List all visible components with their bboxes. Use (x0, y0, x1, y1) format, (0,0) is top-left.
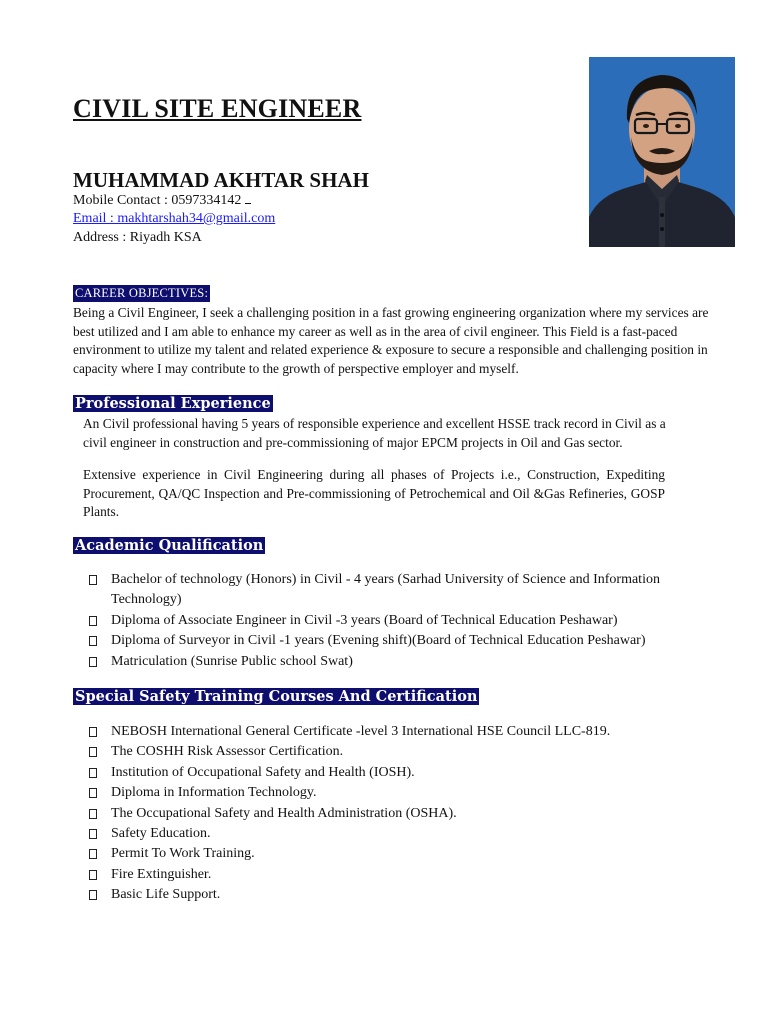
checkbox-bullet-icon (89, 890, 97, 900)
safety-training-list (89, 722, 709, 906)
professional-experience-heading: Professional Experience (75, 395, 271, 412)
address: Address : Riyadh KSA (73, 230, 202, 245)
checkbox-bullet-icon (89, 657, 97, 667)
list-item (89, 570, 709, 611)
professional-experience-paragraph-1: An Civil professional having 5 years of responsible experience and excellent HSSE track record in Civil as a civil engineer in construction and pre-commissioning of major EPCM projects in Oil and Gas sector. (83, 416, 666, 450)
candidate-name: MUHAMMAD AKHTAR SHAH (73, 168, 369, 192)
safety-training-heading: Special Safety Training Courses And Certification (75, 688, 478, 705)
list-item (89, 722, 709, 742)
list-item (89, 844, 709, 864)
list-item-text: Diploma of Associate Engineer in Civil -3 years (Board of Technical Education Peshawar) (111, 612, 618, 628)
checkbox-bullet-icon (89, 849, 97, 859)
list-item-text: The COSHH Risk Assessor Certification. (111, 744, 344, 760)
email-link[interactable]: Email : makhtarshah34@gmail.com (73, 211, 276, 226)
list-item-text: Permit To Work Training. (111, 846, 255, 862)
list-item-text: Basic Life Support. (111, 887, 221, 903)
academic-qualification-list (89, 570, 709, 672)
checkbox-bullet-icon (89, 575, 97, 585)
academic-qualification-heading: Academic Qualification (75, 537, 264, 554)
career-objectives-heading (73, 285, 210, 302)
list-item (89, 804, 709, 824)
list-item-text: The Occupational Safety and Health Administration (OSHA). (111, 805, 457, 821)
list-item (89, 631, 709, 651)
professional-experience-paragraph-2: Extensive experience in Civil Engineering during all phases of Projects i.e., Construction, Expediting Procurement, QA/QC Inspection and Pre-commissioning of Petrochemical and Oil &Gas Refineries, GOSP Plants. (83, 467, 665, 520)
checkbox-bullet-icon (89, 809, 97, 819)
checkbox-bullet-icon (89, 870, 97, 880)
list-item (89, 824, 709, 844)
mobile-contact (73, 193, 251, 209)
list-item (89, 742, 709, 762)
checkbox-bullet-icon (89, 727, 97, 737)
heading-initial: C (75, 286, 84, 300)
list-item-text: Safety Education. (111, 826, 211, 842)
list-item (89, 885, 709, 905)
resume-title: CIVIL SITE ENGINEER (73, 94, 362, 123)
list-item (89, 865, 709, 885)
list-item (89, 763, 709, 783)
list-item-text: Diploma of Surveyor in Civil -1 years (Evening shift)(Board of Technical Education Peshawar) (111, 633, 646, 649)
list-item (89, 611, 709, 631)
list-item-text: Bachelor of technology (Honors) in Civil - 4 years (Sarhad University of Science and Information Technology) (111, 572, 660, 608)
checkbox-bullet-icon (89, 768, 97, 778)
checkbox-bullet-icon (89, 788, 97, 798)
list-item-text: Fire Extinguisher. (111, 866, 212, 882)
checkbox-bullet-icon (89, 616, 97, 626)
underline-mark (245, 193, 251, 204)
career-objectives-text: Being a Civil Engineer, I seek a challenging position in a fast growing engineering organization where my services are best utilized and I am able to enhance my career as well as in the area of civil engineer. This Field is a fast-paced environment to utilize my talent and related experience & exposure to secure a responsible and challenging position in capacity where I may contribute to the growth of perspective employer and myself. (73, 305, 709, 376)
mobile-contact-text: Mobile Contact : 0597334142 (73, 193, 242, 208)
list-item-text: Matriculation (Sunrise Public school Swat) (111, 653, 353, 669)
list-item-text: Institution of Occupational Safety and Health (IOSH). (111, 764, 415, 780)
checkbox-bullet-icon (89, 829, 97, 839)
profile-photo-illustration (589, 57, 735, 247)
heading-rest: AREER OBJECTIVES: (83, 286, 209, 300)
list-item-text: NEBOSH International General Certificate -level 3 International HSE Council LLC-819. (111, 724, 611, 739)
checkbox-bullet-icon (89, 636, 97, 646)
list-item (89, 783, 709, 803)
list-item-text: Diploma in Information Technology. (111, 785, 317, 801)
checkbox-bullet-icon (89, 747, 97, 757)
list-item (89, 652, 709, 672)
profile-photo (589, 57, 735, 247)
